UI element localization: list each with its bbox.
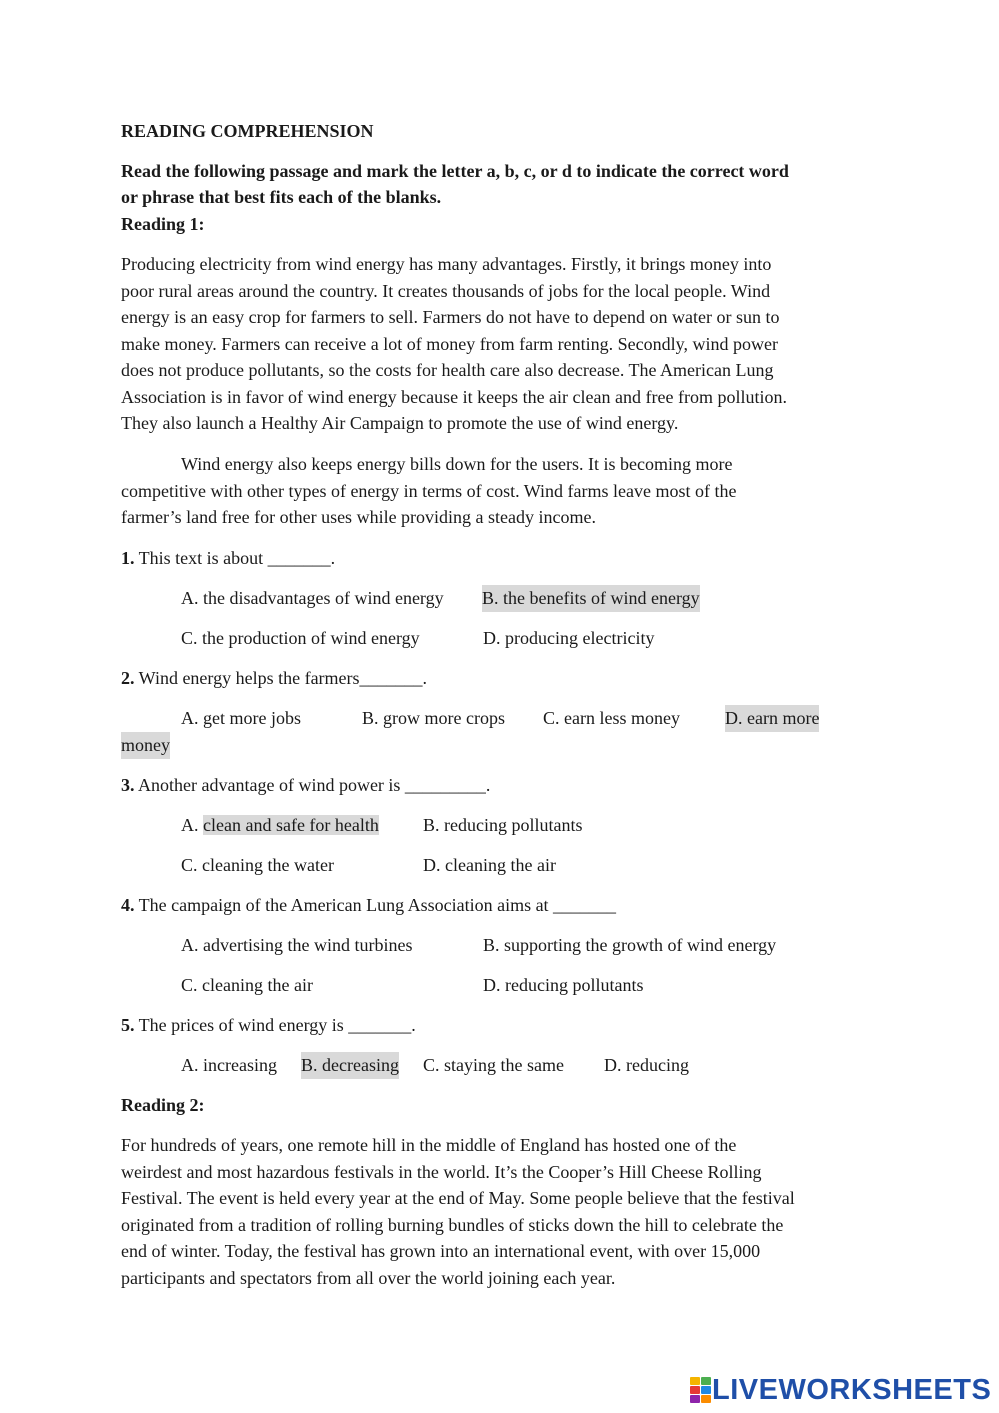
question-2 (121, 665, 427, 692)
passage-line: For hundreds of years, one remote hill in the middle of England has hosted one of the (121, 1135, 737, 1155)
liveworksheets-logo[interactable] (690, 1374, 991, 1406)
reading-1-label: Reading 1: (121, 214, 205, 234)
reading-2-label: Reading 2: (121, 1095, 205, 1115)
question-number: 2. (121, 668, 135, 688)
passage-line: originated from a tradition of rolling burning bundles of sticks down the hill to celebrate the (121, 1214, 784, 1235)
q3-option-a[interactable] (181, 812, 379, 839)
q1-option-d[interactable]: D. producing electricity (483, 628, 655, 648)
q3-option-b[interactable]: B. reducing pollutants (423, 815, 583, 835)
passage-line: poor rural areas around the country. It creates thousands of jobs for the local people. Wind (121, 280, 771, 301)
q5-option-c[interactable]: C. staying the same (423, 1055, 564, 1075)
q3-option-a-letter: A. (181, 815, 203, 835)
question-1 (121, 545, 335, 572)
question-number: 5. (121, 1015, 135, 1035)
reading-1-paragraph-2 (121, 451, 881, 531)
q3-option-a-highlighted: clean and safe for health (203, 815, 379, 835)
passage-line: energy is an easy crop for farmers to sell. Farmers do not have to depend on water or sun to (121, 307, 780, 327)
q2-option-d-highlighted[interactable]: D. earn more (725, 705, 819, 732)
passage-line: end of winter. Today, the festival has grown into an international event, with over 15,000 (121, 1241, 761, 1261)
question-number: 1. (121, 548, 135, 568)
passage-line: Festival. The event is held every year at the end of May. Some people believe that the festival (121, 1188, 795, 1208)
q4-option-d[interactable]: D. reducing pollutants (483, 975, 644, 995)
passage-line: make money. Farmers can receive a lot of money from farm renting. Secondly, wind power (121, 333, 778, 354)
q5-option-b-highlighted[interactable]: B. decreasing (301, 1052, 399, 1079)
question-5 (121, 1012, 416, 1039)
q4-option-b[interactable]: B. supporting the growth of wind energy (483, 935, 777, 955)
q3-option-c[interactable]: C. cleaning the water (181, 855, 334, 875)
question-stem: The campaign of the American Lung Association aims at _______ (134, 895, 617, 915)
question-number: 4. (121, 895, 135, 915)
q2-option-b[interactable]: B. grow more crops (362, 708, 505, 728)
instruction-line-2: or phrase that best fits each of the blanks. (121, 187, 442, 207)
liveworksheets-logo-icon (690, 1377, 710, 1403)
question-stem: Another advantage of wind power is _________. (134, 775, 491, 795)
question-stem: Wind energy helps the farmers_______. (134, 668, 428, 688)
reading-2-paragraph-1 (121, 1132, 881, 1291)
q1-option-a[interactable]: A. the disadvantages of wind energy (181, 588, 444, 608)
reading-1-paragraph-1 (121, 251, 881, 437)
q1-option-c[interactable]: C. the production of wind energy (181, 628, 420, 648)
question-3 (121, 772, 490, 799)
question-stem: The prices of wind energy is _______. (134, 1015, 416, 1035)
q5-option-a[interactable]: A. increasing (181, 1055, 277, 1075)
q4-option-c[interactable]: C. cleaning the air (181, 975, 313, 995)
passage-line: Producing electricity from wind energy has many advantages. Firstly, it brings money into (121, 254, 772, 274)
passage-line: weirdest and most hazardous festivals in the world. It’s the Cooper’s Hill Cheese Rolling (121, 1161, 762, 1182)
passage-line: They also launch a Healthy Air Campaign to promote the use of wind energy. (121, 413, 679, 433)
passage-line: competitive with other types of energy in terms of cost. Wind farms leave most of the (121, 480, 737, 501)
passage-line: does not produce pollutants, so the costs for health care also decrease. The American Lung (121, 360, 774, 380)
q5-option-d[interactable]: D. reducing (604, 1055, 689, 1075)
q4-option-a[interactable]: A. advertising the wind turbines (181, 935, 413, 955)
question-stem: This text is about _______. (134, 548, 336, 568)
page-title: READING COMPREHENSION (121, 121, 374, 141)
passage-line: Association is in favor of wind energy because it keeps the air clean and free from pollution. (121, 386, 787, 407)
logo-text: LIVEWORKSHEETS (712, 1373, 992, 1406)
q1-option-b-highlighted[interactable]: B. the benefits of wind energy (482, 585, 700, 612)
passage-line: participants and spectators from all over the world joining each year. (121, 1267, 616, 1288)
q2-option-a[interactable]: A. get more jobs (181, 708, 301, 728)
q2-option-d-continued[interactable]: money (121, 732, 170, 759)
question-4 (121, 892, 616, 919)
instruction-line-1: Read the following passage and mark the letter a, b, c, or d to indicate the correct word (121, 161, 789, 181)
passage-line: Wind energy also keeps energy bills down for the users. It is becoming more (181, 454, 733, 474)
question-number: 3. (121, 775, 135, 795)
q3-option-d[interactable]: D. cleaning the air (423, 855, 556, 875)
passage-line: farmer’s land free for other uses while providing a steady income. (121, 507, 597, 527)
q2-option-c[interactable]: C. earn less money (543, 708, 680, 728)
